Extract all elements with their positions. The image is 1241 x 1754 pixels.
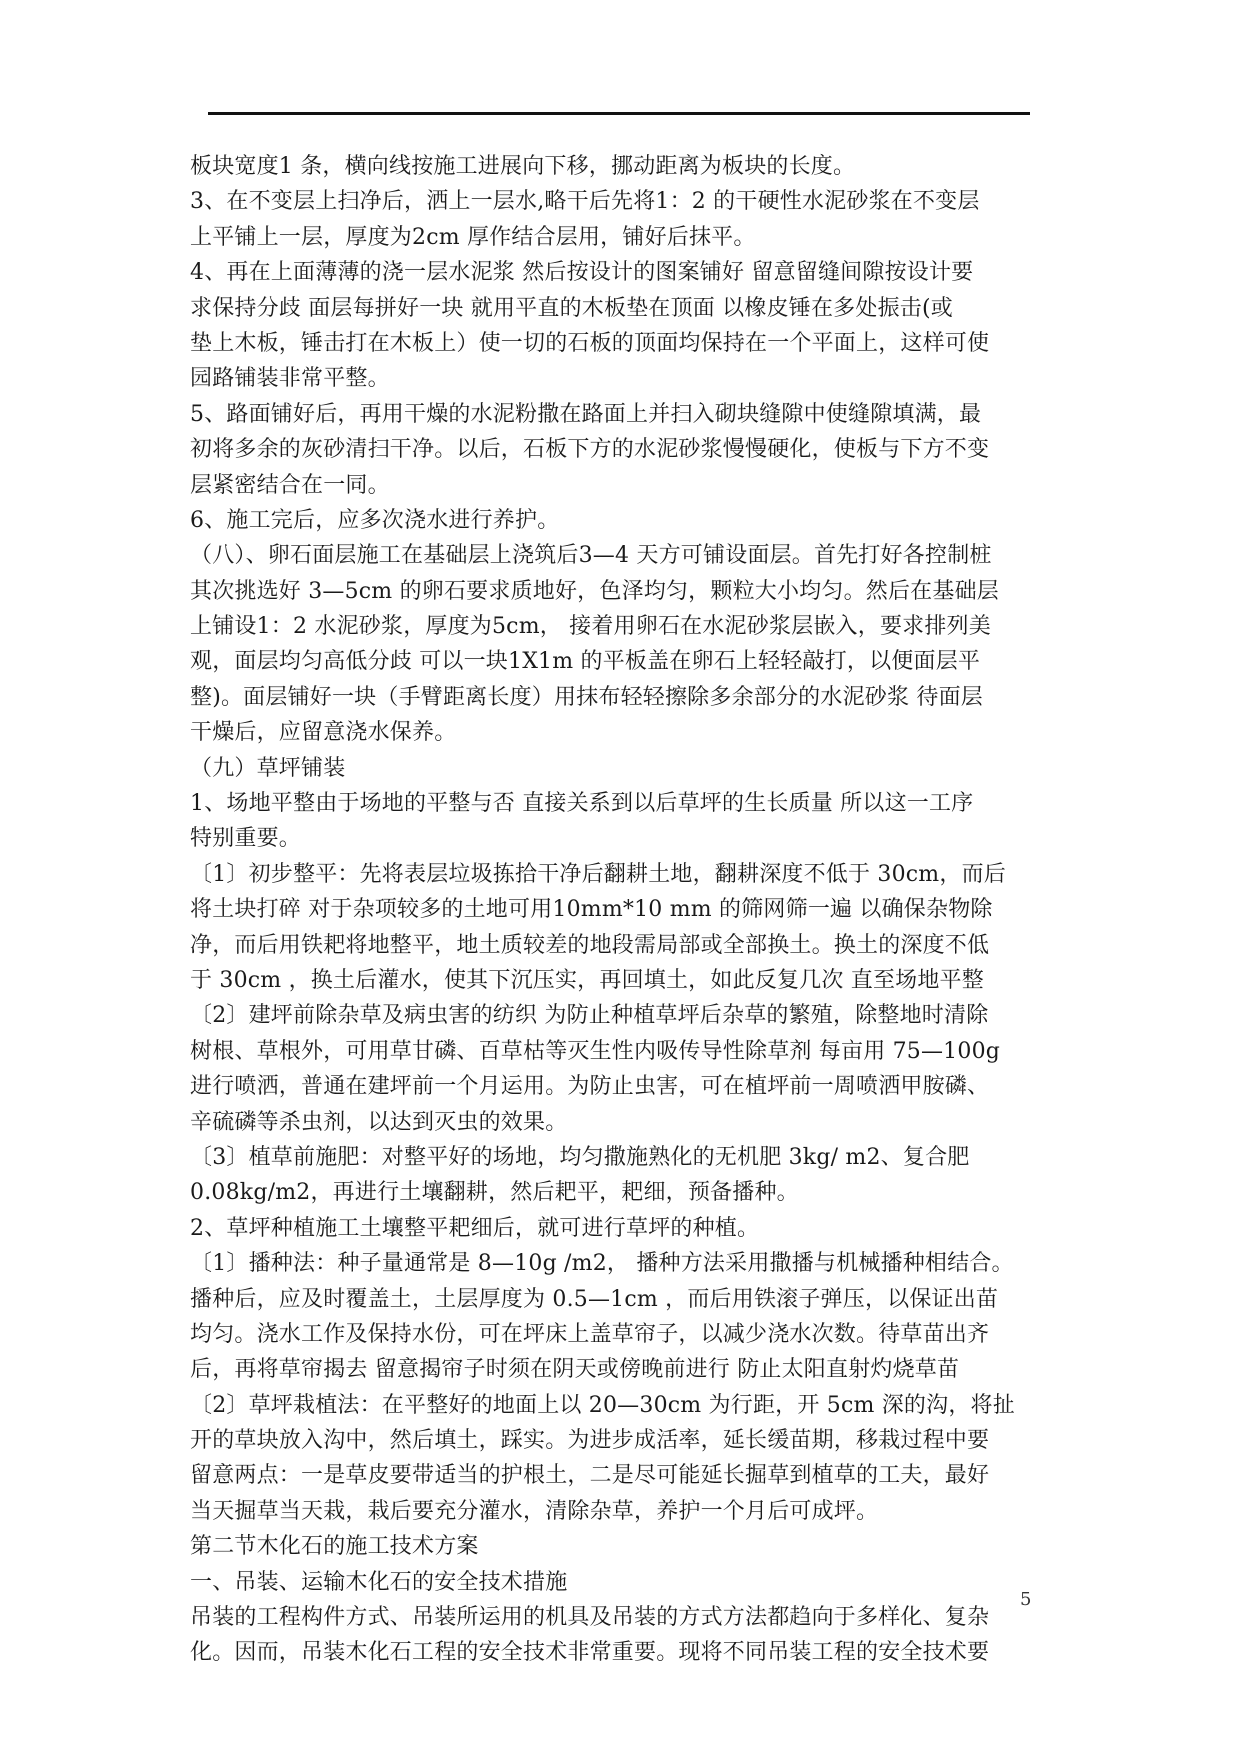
text-line: （九）草坪铺装 bbox=[190, 755, 346, 781]
text-line: 〔2〕草坪栽植法：在平整好的地面上以 20—30cm 为行距，开 5cm 深的沟，将扯 bbox=[190, 1392, 1015, 1418]
text-line: 层紧密结合在一同。 bbox=[190, 472, 390, 498]
text-line: 特别重要。 bbox=[190, 826, 302, 852]
text-line: 园路铺装非常平整。 bbox=[190, 366, 390, 392]
text-line: 留意两点：一是草皮要带适当的护根土，二是尽可能延长掘草到植草的工夫，最好 bbox=[190, 1463, 990, 1489]
text-line: 一、吊装、运输木化石的安全技术措施 bbox=[190, 1569, 568, 1595]
text-line: 6、施工完后，应多次浇水进行养护。 bbox=[190, 507, 560, 533]
text-line: 开的草块放入沟中，然后填土，踩实。为进步成活率，延长缓苗期，移栽过程中要 bbox=[190, 1428, 990, 1454]
text-line: 1、场地平整由于场地的平整与否 直接关系到以后草坪的生长质量 所以这一工序 bbox=[190, 791, 974, 817]
text-line: 5、路面铺好后，再用干燥的水泥粉撒在路面上并扫入砌块缝隙中使缝隙填满，最 bbox=[190, 401, 982, 427]
text-line: 化。因而，吊装木化石工程的安全技术非常重要。现将不同吊装工程的安全技术要 bbox=[190, 1640, 990, 1666]
text-line: 第二节木化石的施工技术方案 bbox=[190, 1534, 479, 1560]
text-line: 干燥后，应留意浇水保养。 bbox=[190, 720, 457, 746]
text-line: 当天掘草当天栽，栽后要充分灌水，清除杂草，养护一个月后可成坪。 bbox=[190, 1498, 879, 1524]
page-number: 5 bbox=[1020, 1589, 1032, 1610]
text-line: 将土块打碎 对于杂项较多的土地可用10mm*10 mm 的筛网筛一遍 以确保杂物除 bbox=[190, 897, 993, 923]
text-line: 求保持分歧 面层每拼好一块 就用平直的木板垫在顶面 以橡皮锤在多处振击(或 bbox=[190, 295, 953, 321]
text-line: 树根、草根外，可用草甘磷、百草枯等灭生性内吸传导性除草剂 每亩用 75—100g bbox=[190, 1038, 1001, 1064]
text-line: 0.08kg/m2，再进行土壤翻耕，然后耙平，耙细，预备播种。 bbox=[190, 1180, 799, 1206]
text-line: 播种后，应及时覆盖土，土层厚度为 0.5—1cm ，而后用铁滚子弹压，以保证出苗 bbox=[190, 1286, 999, 1312]
text-line: 后，再将草帘揭去 留意揭帘子时须在阴天或傍晚前进行 防止太阳直射灼烧草苗 bbox=[190, 1357, 960, 1383]
text-line: 观，面层均匀高低分歧 可以一块1X1m 的平板盖在卵石上轻轻敲打，以便面层平 bbox=[190, 649, 981, 675]
text-line: 2、草坪种植施工土壤整平耙细后，就可进行草坪的种植。 bbox=[190, 1215, 760, 1241]
text-line: 4、再在上面薄薄的浇一层水泥浆 然后按设计的图案铺好 留意留缝间隙按设计要 bbox=[190, 260, 974, 286]
text-line: 板块宽度1 条，横向线按施工进展向下移，挪动距离为板块的长度。 bbox=[190, 154, 856, 179]
text-line: 上铺设1：2 水泥砂浆，厚度为5cm， 接着用卵石在水泥砂浆层嵌入，要求排列美 bbox=[190, 614, 991, 640]
text-line: 于 30cm ，换土后灌水，使其下沉压实，再回填土，如此反复几次 直至场地平整 bbox=[190, 967, 984, 993]
text-line: 〔2〕建坪前除杂草及病虫害的纺织 为防止种植草坪后杂草的繁殖，除整地时清除 bbox=[190, 1003, 989, 1029]
text-line: 辛硫磷等杀虫剂，以达到灭虫的效果。 bbox=[190, 1109, 568, 1135]
text-line: 〔1〕播种法：种子量通常是 8—10g /m2， 播种方法采用撒播与机械播种相结合。 bbox=[190, 1251, 1014, 1277]
text-line: 整)。面层铺好一块（手臂距离长度）用抹布轻轻擦除多余部分的水泥砂浆 待面层 bbox=[190, 684, 983, 710]
text-line: 均匀。浇水工作及保持水份，可在坪床上盖草帘子，以减少浇水次数。待草苗出齐 bbox=[190, 1321, 990, 1347]
text-line: 上平铺上一层，厚度为2cm 厚作结合层用，铺好后抹平。 bbox=[190, 224, 756, 250]
text-line: 初将多余的灰砂清扫干净。以后，石板下方的水泥砂浆慢慢硬化，使板与下方不变 bbox=[190, 437, 990, 463]
text-line: 进行喷洒，普通在建坪前一个月运用。为防止虫害，可在植坪前一周喷洒甲胺磷、 bbox=[190, 1074, 990, 1100]
text-line: 吊装的工程构件方式、吊装所运用的机具及吊装的方式方法都趋向于多样化、复杂 bbox=[190, 1605, 990, 1631]
text-line: 其次挑选好 3—5cm 的卵石要求质地好，色泽均匀，颗粒大小均匀。然后在基础层 bbox=[190, 578, 999, 604]
text-line: 〔3〕植草前施肥：对整平好的场地，均匀撒施熟化的无机肥 3kg/ m2、复合肥 bbox=[190, 1144, 970, 1170]
text-line: 垫上木板，锤击打在木板上）使一切的石板的顶面均保持在一个平面上，这样可使 bbox=[190, 330, 990, 356]
text-line: 〔1〕初步整平：先将表层垃圾拣拾干净后翻耕土地，翻耕深度不低于 30cm，而后 bbox=[190, 861, 1006, 887]
text-line: 净，而后用铁耙将地整平，地土质较差的地段需局部或全部换土。换土的深度不低 bbox=[190, 932, 990, 958]
header-rule bbox=[208, 112, 1030, 115]
document-body bbox=[190, 149, 1070, 1671]
text-line: （八）、卵石面层施工在基础层上浇筑后3—4 天方可铺设面层。首先打好各控制桩 bbox=[190, 543, 992, 569]
text-line: 3、在不变层上扫净后，洒上一层水,略干后先将1：2 的干硬性水泥砂浆在不变层 bbox=[190, 189, 980, 215]
